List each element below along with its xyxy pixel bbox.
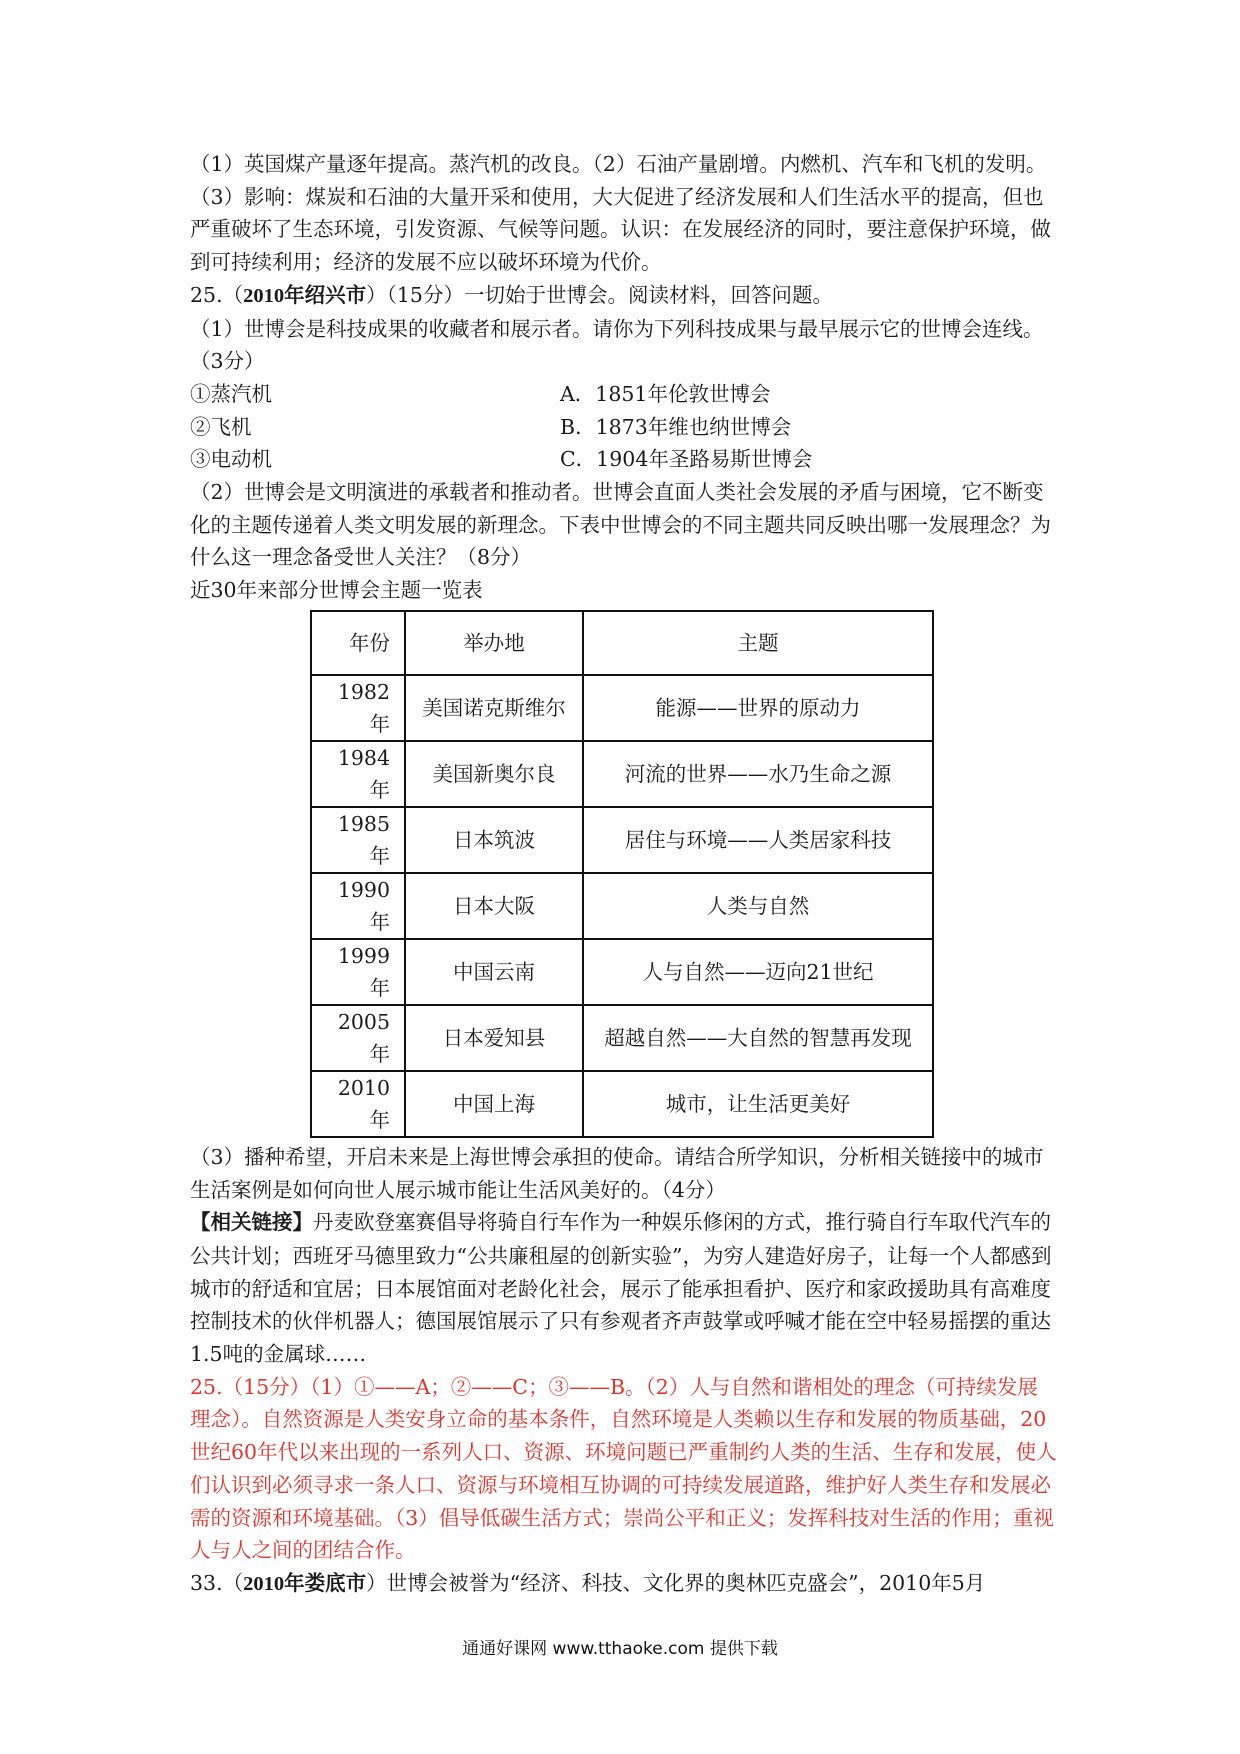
expo-themes-table (310, 610, 934, 1138)
table-row (311, 873, 933, 939)
cell-theme: 居住与环境——人类居家科技 (583, 807, 933, 873)
document-body (190, 148, 1058, 1601)
matching-options (190, 378, 1058, 476)
q25-intro: ）（15分）一切始于世博会。阅读材料，回答问题。 (366, 282, 833, 307)
cell-venue: 日本筑波 (405, 807, 583, 873)
header-venue: 举办地 (405, 611, 583, 675)
q25-number: 25.（ (190, 282, 244, 307)
option-left-2: ②飞机 (190, 414, 252, 439)
related-link (190, 1206, 1058, 1371)
option-left-1: ①蒸汽机 (190, 381, 272, 406)
q25-source: 2010年绍兴市 (243, 284, 367, 307)
q33-source: 2010年娄底市 (243, 1572, 367, 1595)
related-link-text: 丹麦欧登塞赛倡导将骑自行车作为一种娱乐修闲的方式，推行骑自行车取代汽车的公共计划；西班牙马德里致力“公共廉租屋的创新实验”，为穷人建造好房子，让每一个人都感到城市的舒适和宜居；日本展馆面对老龄化社会，展示了能承担看护、医疗和家政援助具有高难度控制技术的伙伴机器人；德国展馆展示了只有参观者齐声鼓掌或呼喊才能在空中轻易摇摆的重达1.5吨的金属球…… (190, 1210, 1052, 1367)
option-right-c: C．1904年圣路易斯世博会 (560, 447, 813, 472)
q25-part3: （3）播种希望，开启未来是上海世博会承担的使命。请结合所学知识，分析相关链接中的城市生活案例是如何向世人展示城市能让生活风美好的。（4分） (190, 1144, 1044, 1202)
table-header-row (311, 611, 933, 675)
question-33-heading (190, 1567, 1058, 1601)
cell-theme: 能源——世界的原动力 (583, 675, 933, 741)
q33-text: ）世博会被誉为“经济、科技、文化界的奥林匹克盛会”，2010年5月 (366, 1570, 986, 1595)
q25-part1: （1）世博会是科技成果的收藏者和展示者。请你为下列科技成果与最早展示它的世博会连线。（3分） (190, 316, 1044, 374)
q25-answer: 25.（15分）（1）①——A；②——C；③——B。（2）人与自然和谐相处的理念（可持续发展理念）。自然资源是人类安身立命的基本条件，自然环境是人类赖以生存和发展的物质基础，20世纪60年代以来出现的一系列人口、资源、环境问题已严重制约人类的生活、生存和发展，使人们认识到必须寻求一条人口、资源与环境相互协调的可持续发展道路，维护好人类生存和发展必需的资源和环境基础。（3）倡导低碳生活方式；崇尚公平和正义；发挥科技对生活的作用；重视人与人之间的团结合作。 (190, 1374, 1057, 1563)
cell-venue: 美国新奥尔良 (405, 741, 583, 807)
table-row (311, 1071, 933, 1137)
option-right-a: A．1851年伦敦世博会 (560, 381, 771, 406)
cell-venue: 日本爱知县 (405, 1005, 583, 1071)
cell-year: 1999年 (311, 939, 405, 1005)
table-caption: 近30年来部分世博会主题一览表 (190, 578, 483, 603)
table-row (311, 741, 933, 807)
cell-year: 2010年 (311, 1071, 405, 1137)
header-year: 年份 (311, 611, 405, 675)
related-link-label: 【相关链接】 (190, 1212, 313, 1235)
cell-venue: 美国诺克斯维尔 (405, 675, 583, 741)
q33-number: 33.（ (190, 1570, 244, 1595)
cell-theme: 人类与自然 (583, 873, 933, 939)
previous-answer: （1）英国煤产量逐年提高。蒸汽机的改良。（2）石油产量剧增。内燃机、汽车和飞机的发明。（3）影响：煤炭和石油的大量开采和使用，大大促进了经济发展和人们生活水平的提高，但也严重破坏了生态环境，引发资源、气候等问题。认识：在发展经济的同时，要注意保护环境，做到可持续利用；经济的发展不应以破坏环境为代价。 (190, 152, 1051, 275)
cell-theme: 城市，让生活更美好 (583, 1071, 933, 1137)
option-right-b: B．1873年维也纳世博会 (560, 414, 792, 439)
cell-venue: 中国上海 (405, 1071, 583, 1137)
table-row (311, 939, 933, 1005)
table-row (311, 675, 933, 741)
option-left-3: ③电动机 (190, 447, 272, 472)
cell-year: 1982年 (311, 675, 405, 741)
question-25-heading (190, 279, 1058, 313)
cell-venue: 日本大阪 (405, 873, 583, 939)
page-footer: 通通好课网 www.tthaoke.com 提供下载 (462, 1639, 778, 1659)
cell-year: 2005年 (311, 1005, 405, 1071)
cell-year: 1990年 (311, 873, 405, 939)
cell-year: 1985年 (311, 807, 405, 873)
cell-theme: 人与自然——迈向21世纪 (583, 939, 933, 1005)
cell-theme: 超越自然——大自然的智慧再发现 (583, 1005, 933, 1071)
table-row (311, 807, 933, 873)
table-row (311, 1005, 933, 1071)
cell-venue: 中国云南 (405, 939, 583, 1005)
cell-year: 1984年 (311, 741, 405, 807)
q25-part2: （2）世博会是文明演进的承载者和推动者。世博会直面人类社会发展的矛盾与困境，它不断变化的主题传递着人类文明发展的新理念。下表中世博会的不同主题共同反映出哪一发展理念？为什么这一理念备受世人关注？（8分） (190, 480, 1051, 570)
header-theme: 主题 (583, 611, 933, 675)
cell-theme: 河流的世界——水乃生命之源 (583, 741, 933, 807)
